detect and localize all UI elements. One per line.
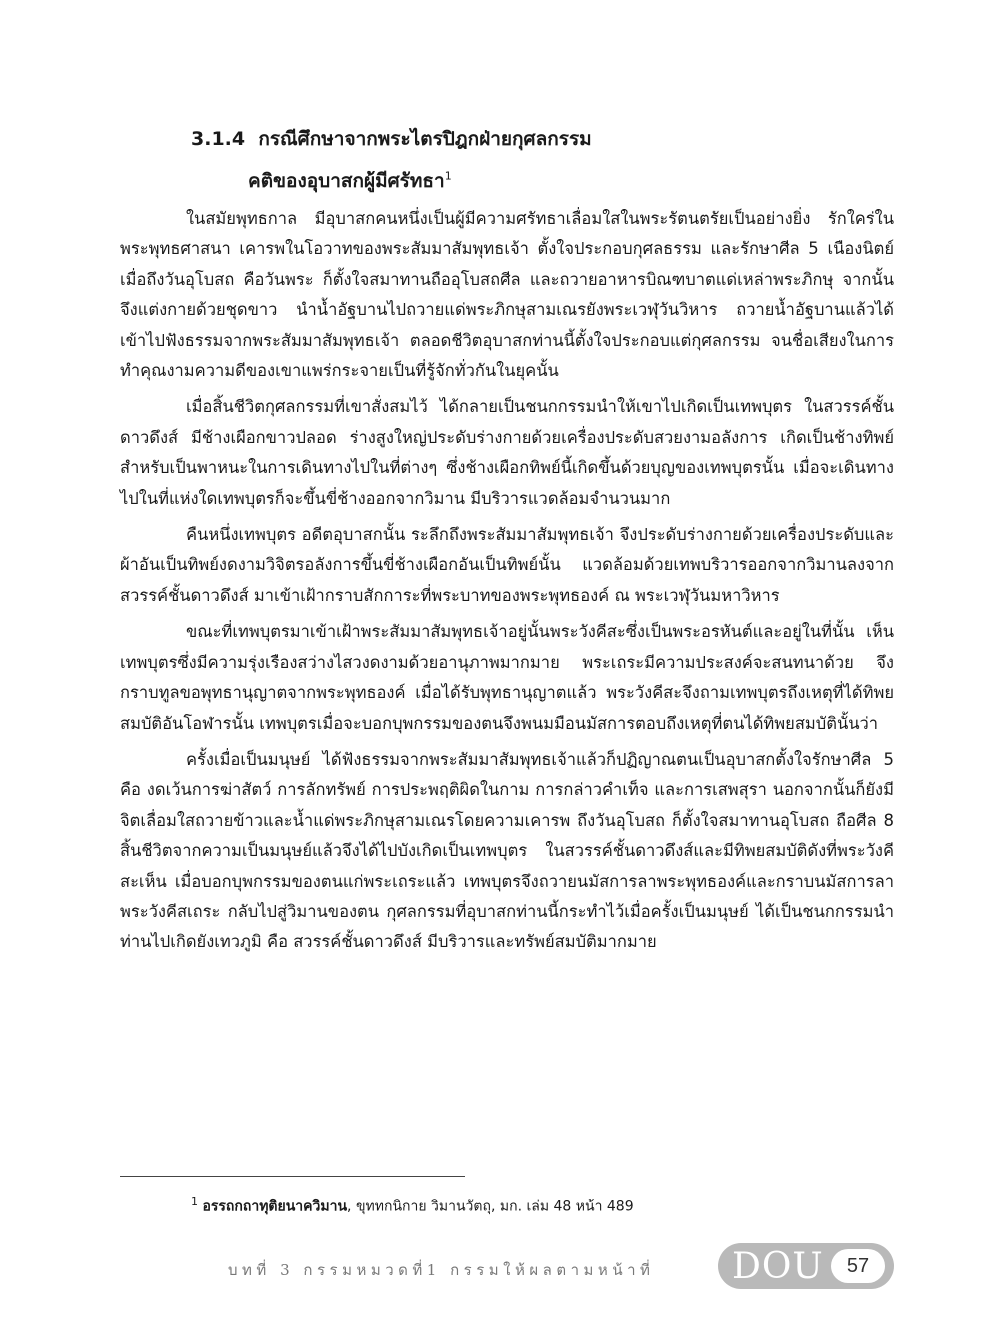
footnote	[191, 1195, 634, 1218]
paragraph-1: ในสมัยพุทธกาล มีอุบาสกคนหนึ่งเป็นผู้มีความศรัทธาเลื่อมใสในพระรัตนตรัยเป็นอย่างยิ่ง รักใคร่ในพระพุทธศาสนา เคารพในโอวาทของพระสัมมาสัมพุทธเจ้า ตั้งใจประกอบกุศลธรรม และรักษาศีล 5 เนืองนิตย์ เมื่อถึงวันอุโบสถ คือวันพระ ก็ตั้งใจสมาทานถืออุโบสถศีล และถวายอาหารบิณฑบาตแด่เหล่าพระภิกษุ จากนั้นจึงแต่งกายด้วยชุดขาว นำน้ำอัฐบานไปถวายแด่พระภิกษุสามเณรยังพระเวฬุวันวิหาร ถวายน้ำอัฐบานแล้วได้เข้าไปฟังธรรมจากพระสัมมาสัมพุทธเจ้า ตลอดชีวิตอุบาสกท่านนี้ตั้งใจประกอบแต่กุศลกรรม จนชื่อเสียงในการทำคุณงามความดีของเขาแพร่กระจายเป็นที่รู้จักทั่วกันในยุคนั้น	[120, 209, 894, 381]
footnote-source: , ขุททกนิกาย วิมานวัตถุ, มก. เล่ม 48 หน้า 489	[347, 1198, 634, 1215]
running-footer: บทที่ 3 กรรมหมวดที่1 กรรมให้ผลตามหน้าที่	[228, 1261, 655, 1279]
subheading	[248, 166, 452, 196]
footnote-mark: 1	[191, 1195, 198, 1208]
section-number: 3.1.4	[191, 128, 246, 150]
paragraph-2: เมื่อสิ้นชีวิตกุศลกรรมที่เขาสั่งสมไว้ ได้กลายเป็นชนกกรรมนำให้เขาไปเกิดเป็นเทพบุตร ในสวรรค์ชั้นดาวดึงส์ มีช้างเผือกขาวปลอด ร่างสูงใหญ่ประดับร่างกายด้วยเครื่องประดับสวยงามอลังการ เกิดเป็นช้างทิพย์สำหรับเป็นพาหนะในการเดินทางไปในที่ต่างๆ ซึ่งช้างเผือกทิพย์นี้เกิดขึ้นด้วยบุญของเทพบุตรนั้น เมื่อจะเดินทางไปในที่แห่งใดเทพบุตรก็จะขึ้นขี่ช้างออกจากวิมาน มีบริวารแวดล้อมจำนวนมาก	[120, 397, 894, 508]
subheading-text: คติของอุบาสกผู้มีศรัทธา	[248, 170, 445, 192]
footnote-title: อรรถกถาทุติยนาควิมาน	[202, 1198, 348, 1215]
paragraph-5: ครั้งเมื่อเป็นมนุษย์ ได้ฟังธรรมจากพระสัมมาสัมพุทธเจ้าแล้วก็ปฏิญาณตนเป็นอุบาสกตั้งใจรักษาศีล 5 คือ งดเว้นการฆ่าสัตว์ การลักทรัพย์ การประพฤติผิดในกาม การกล่าวคำเท็จ และการเสพสุรา นอกจากนั้นก็ยังมีจิตเลื่อมใสถวายข้าวและน้ำแด่พระภิกษุสามเณรโดยความเคารพ ถึงวันอุโบสถ ก็ตั้งใจสมาทานอุโบสถ ถือศีล 8 สิ้นชีวิตจากความเป็นมนุษย์แล้วจึงได้ไปบังเกิดเป็นเทพบุตร ในสวรรค์ชั้นดาวดึงส์และมีทิพยสมบัติดังที่พระวังคีสะเห็น เมื่อบอกบุพกรรมของตนแก่พระเถระแล้ว เทพบุตรจึงถวายนมัสการลาพระพุทธองค์และกราบนมัสการลาพระวังคีสเถระ กลับไปสู่วิมานของตน กุศลกรรมที่อุบาสกท่านนี้กระทำไว้เมื่อครั้งเป็นมนุษย์ ได้เป็นชนกกรรมนำท่านไปเกิดยังเทวภูมิ คือ สวรรค์ชั้นดาวดึงส์ มีบริวารและทรัพย์สมบัติมากมาย	[120, 749, 894, 952]
page-number: 57	[831, 1249, 885, 1283]
footnote-divider	[120, 1176, 465, 1177]
section-heading	[191, 124, 592, 154]
page-badge	[718, 1243, 894, 1289]
section-title: กรณีศึกษาจากพระไตรปิฎกฝ่ายกุศลกรรม	[258, 128, 592, 150]
paragraph-4: ขณะที่เทพบุตรมาเข้าเฝ้าพระสัมมาสัมพุทธเจ้าอยู่นั้นพระวังคีสะซึ่งเป็นพระอรหันต์และอยู่ในที่นั้น เห็นเทพบุตรซึ่งมีความรุ่งเรืองสว่างไสวงดงามด้วยอานุภาพมากมาย พระเถระมีความประสงค์จะสนทนาด้วย จึงกราบทูลขอพุทธานุญาตจากพระพุทธองค์ เมื่อได้รับพุทธานุญาตแล้ว พระวังคีสะจึงถามเทพบุตรถึงเหตุที่ได้ทิพยสมบัติอันโอฬารนั้น เทพบุตรเมื่อจะบอกบุพกรรมของตนจึงพนมมือนมัสการตอบถึงเหตุที่ตนได้ทิพยสมบัตินั้นว่า	[120, 622, 894, 733]
footnote-reference[interactable]: 1	[444, 169, 452, 183]
paragraph-3: คืนหนึ่งเทพบุตร อดีตอุบาสกนั้น ระลึกถึงพระสัมมาสัมพุทธเจ้า จึงประดับร่างกายด้วยเครื่องประดับและผ้าอันเป็นทิพย์งดงามวิจิตรอลังการขึ้นขี่ช้างเผือกอันเป็นทิพย์นั้น แวดล้อมด้วยเทพบริวารออกจากวิมานลงจากสวรรค์ชั้นดาวดึงส์ มาเข้าเฝ้ากราบสักการะที่พระบาทของพระพุทธองค์ ณ พระเวฬุวันมหาวิหาร	[120, 525, 894, 605]
dou-logo: DOU	[732, 1246, 824, 1287]
body-text	[120, 204, 894, 964]
